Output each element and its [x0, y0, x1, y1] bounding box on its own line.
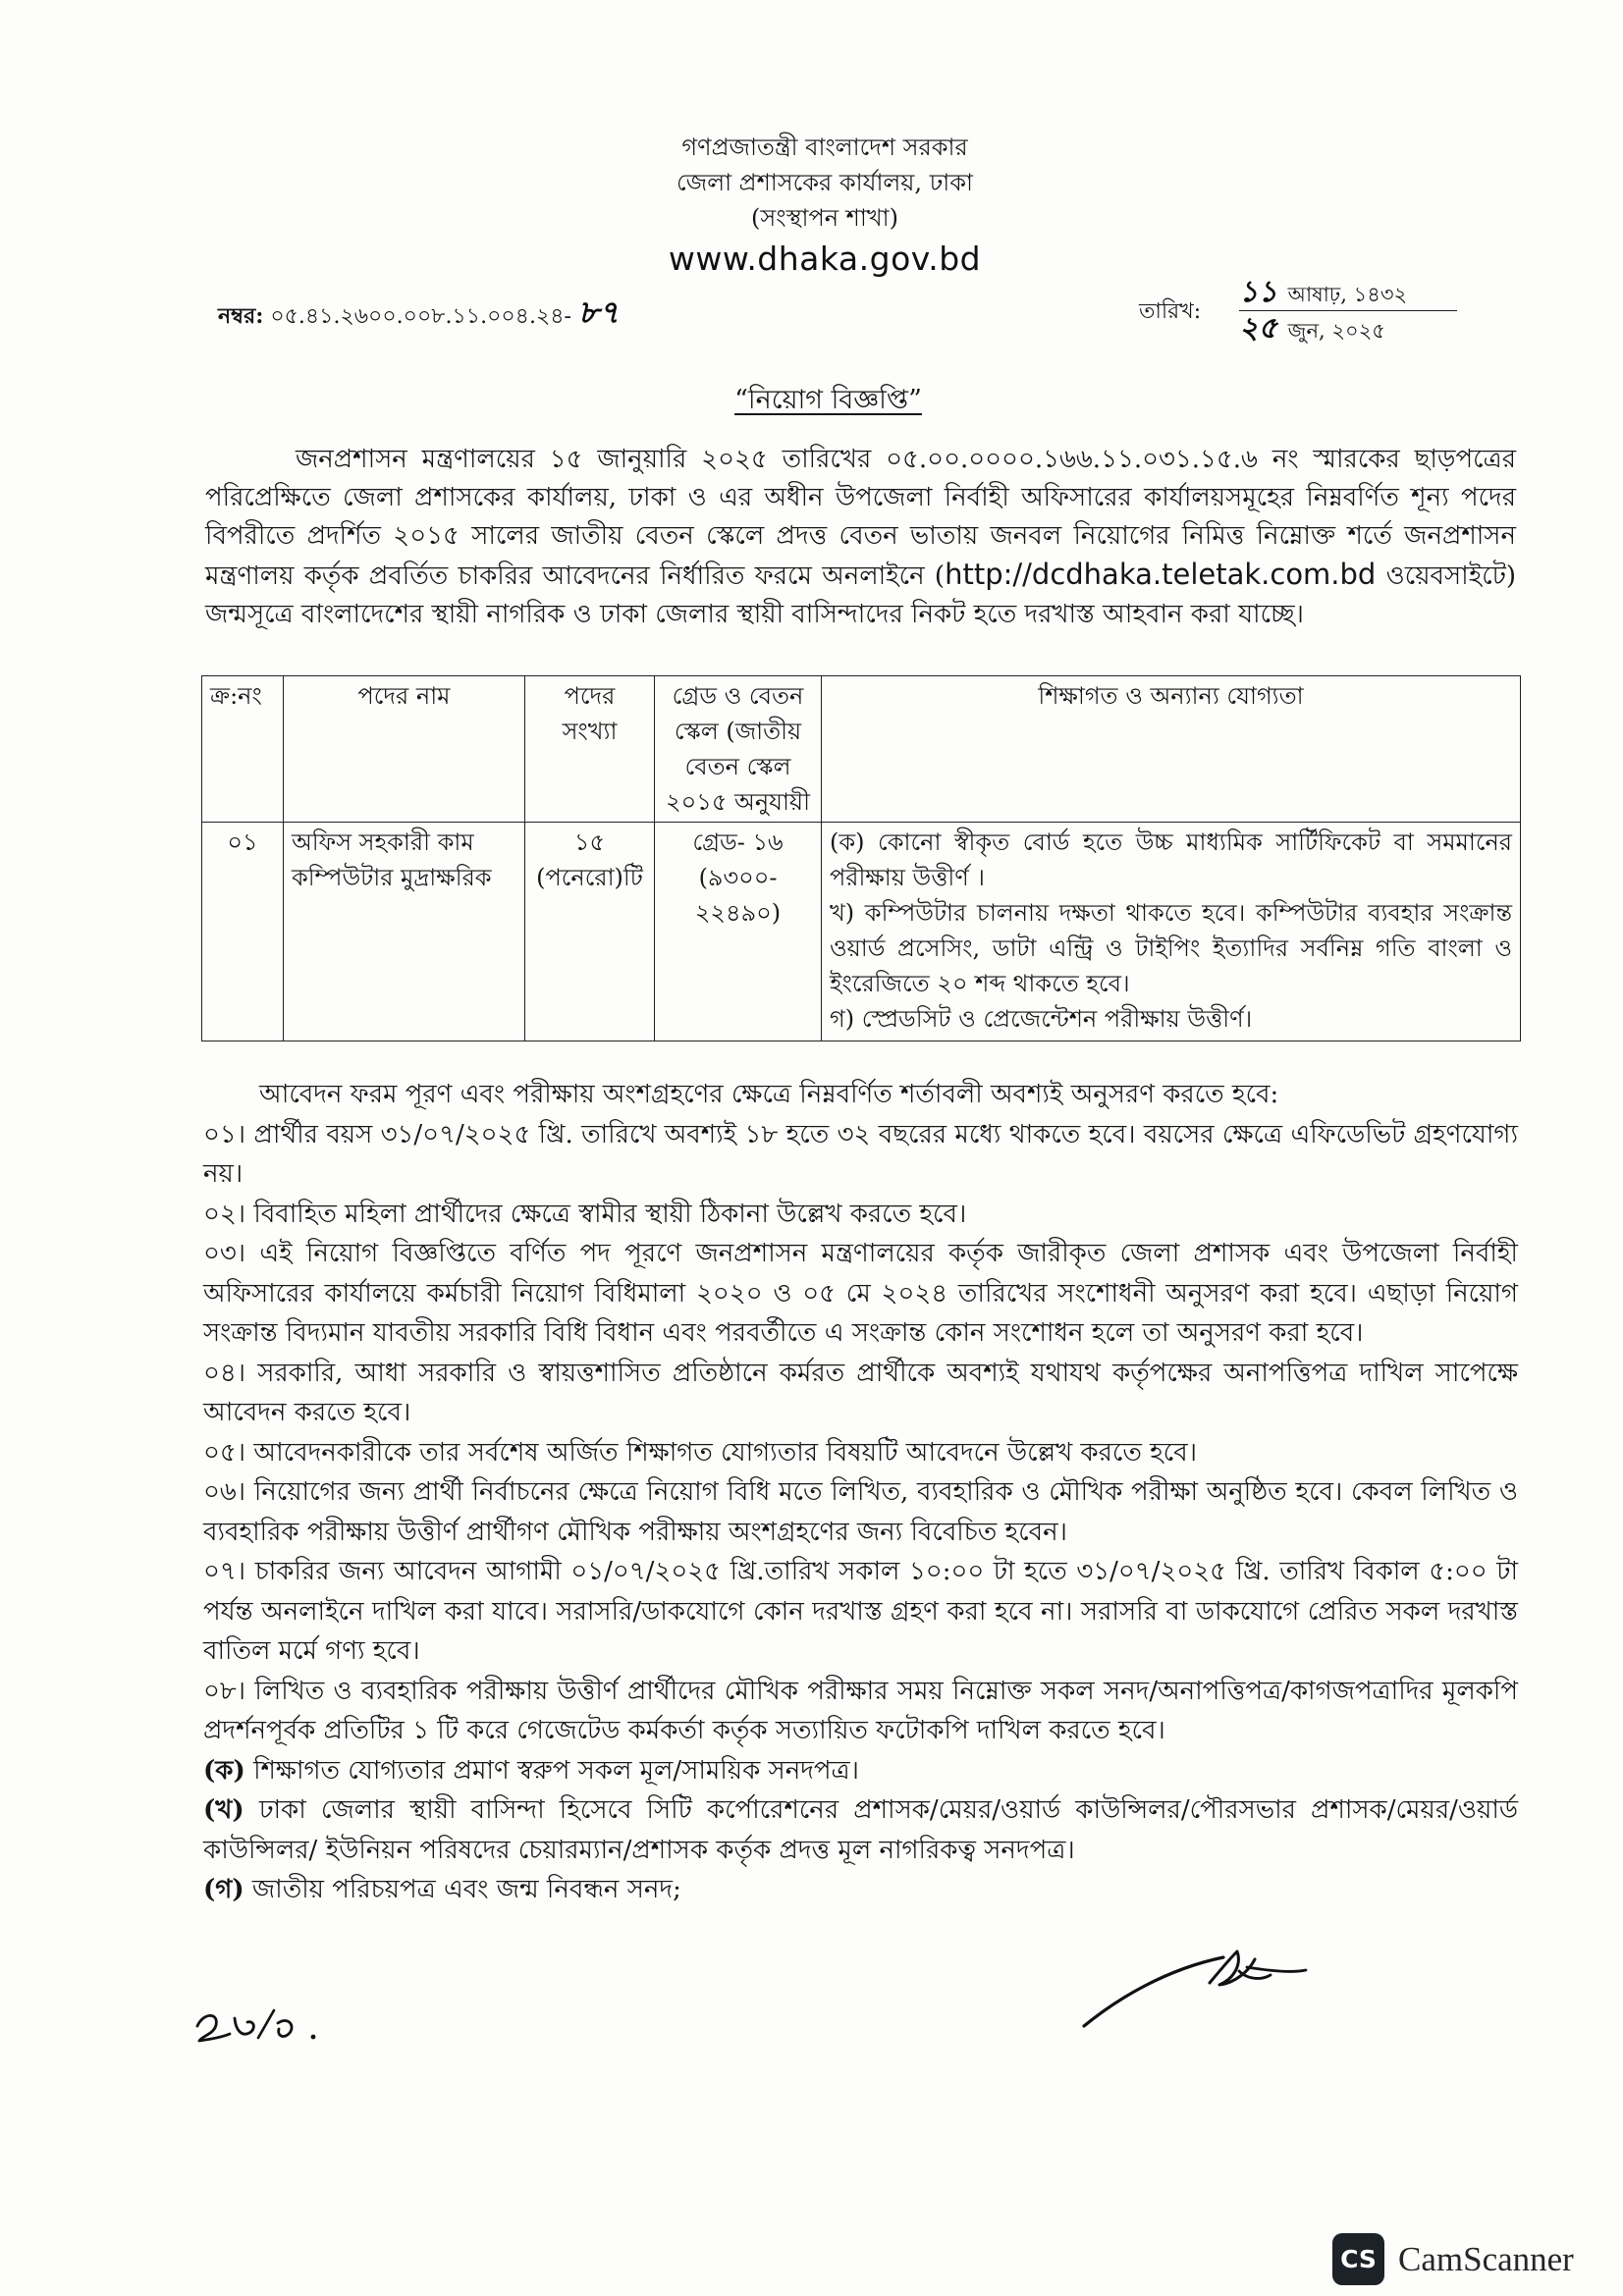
- gregorian-date-month-year: জুন, ২০২৫: [1287, 319, 1385, 343]
- signature-area: [201, 1910, 1520, 2048]
- circular-title-text: “নিয়োগ বিজ্ঞপ্তি”: [734, 385, 922, 415]
- document-label: (ক): [203, 1755, 245, 1786]
- condition-number: ০৬।: [203, 1477, 246, 1507]
- condition-number: ০২।: [203, 1199, 246, 1229]
- camscanner-watermark: CamScanner: [1398, 2240, 1574, 2278]
- date-label: তারিখ:: [1139, 299, 1202, 324]
- table-header-row: [202, 676, 1521, 823]
- condition-text: এই নিয়োগ বিজ্ঞপ্তিতে বর্ণিত পদ পূরণে জনপ্রশাসন মন্ত্রণালয়ের কর্তৃক জারীকৃত জেলা প্রশাসক এবং উপজেলা নির্বাহী অফিসারের কার্যালয়ে কর্মচারী নিয়োগ বিধিমালা ২০২০ ও ০৫ মে ২০২৪ তারিখের সংশোধনী অনুসরণ করা হবে। এছাড়া নিয়োগ সংক্রান্ত বিদ্যমান যাবতীয় সরকারি বিধি বিধান এবং পরবর্তীতে এ সংক্রান্ত কোন সংশোধন হলে তা অনুসরণ করা হবে।: [203, 1239, 1518, 1348]
- document-text: জাতীয় পরিচয়পত্র এবং জন্ম নিবন্ধন সনদ;: [251, 1875, 681, 1904]
- condition-text: সরকারি, আধা সরকারি ও স্বায়ত্তশাসিত প্রতিষ্ঠানে কর্মরত প্রার্থীকে অবশ্যই যথাযথ কর্তৃপক্ষের অনাপত্তিপত্র দাখিল সাপেক্ষে আবেদন করতে হবে।: [203, 1358, 1519, 1427]
- gregorian-date: [1239, 311, 1457, 347]
- condition-number: ০৫।: [203, 1437, 246, 1468]
- document-item: [201, 1790, 1520, 1870]
- post-count-words: (পনেরো)টি: [536, 864, 643, 891]
- pay-scale-value: (৯৩০০- ২২৪৯০): [694, 864, 782, 927]
- intro-paragraph: [201, 441, 1520, 634]
- condition-text: চাকরির জন্য আবেদন আগামী ০১/০৭/২০২৫ খ্রি.তারিখ সকাল ১০:০০ টা হতে ৩১/০৭/২০২৫ খ্রি. তারিখ বিকাল ৫:০০ টা পর্যন্ত অনলাইনে দাখিল করা যাবে। সরাসরি/ডাকযোগে কোন দরখাস্ত গ্রহণ করা হবে না। সরাসরি বা ডাকযোগে প্রেরিত সকল দরখাস্ত বাতিল মর্মে গণ্য হবে।: [203, 1557, 1518, 1666]
- intro-text-before-url: জনপ্রশাসন মন্ত্রণালয়ের ১৫ জানুয়ারি ২০২৫ তারিখের ০৫.০০.০০০০.১৬৬.১১.০৩১.১৫.৬ নং স্মারকের ছাড়পত্রের পরিপ্রেক্ষিতে জেলা প্রশাসকের কার্যালয়, ঢাকা ও এর অধীন উপজেলা নির্বাহী অফিসারের কার্যালয়সমূহের নিম্নবর্ণিত শূন্য পদের বিপরীতে প্রদর্শিত ২০১৫ সালের জাতীয় বেতন স্কেলে প্রদত্ত বেতন ভাতায় জনবল নিয়োগের নিমিত্ত নিম্নোক্ত শর্তে জনপ্রশাসন মন্ত্রণালয় কর্তৃক প্রবর্তিত চাকরির আবেদনের নির্ধারিত ফরমে অনলাইনে (: [205, 445, 1516, 591]
- document-label: (গ): [203, 1875, 244, 1904]
- letterhead: [550, 130, 1100, 281]
- document-text: শিক্ষাগত যোগ্যতার প্রমাণ স্বরুপ সকল মূল/সাময়িক সনদপত্র।: [253, 1755, 859, 1786]
- condition-item: [201, 1195, 1520, 1235]
- memo-label: নম্বর:: [218, 303, 264, 329]
- condition-item: [201, 1115, 1520, 1195]
- conditions-lead: আবেদন ফরম পূরণ এবং পরীক্ষায় অংশগ্রহণের ক্ষেত্রে নিম্নবর্ণিত শর্তাবলী অবশ্যই অনুসরণ করতে হবে:: [259, 1080, 1279, 1109]
- header-grade-scale: গ্রেড ও বেতন স্কেল (জাতীয় বেতন স্কেল ২০১৫ অনুযায়ী: [655, 676, 822, 823]
- condition-number: ০৩।: [203, 1239, 246, 1268]
- header-post-name: পদের নাম: [284, 676, 525, 823]
- circular-body: [201, 383, 1520, 2048]
- bangla-date-day: ১১: [1239, 275, 1277, 309]
- initials-icon: [189, 1997, 327, 2046]
- condition-item: [201, 1472, 1520, 1552]
- date-block: [1239, 275, 1457, 347]
- vacancy-table: [201, 675, 1521, 1041]
- cell-grade-scale: [655, 823, 822, 1041]
- header-post-count: পদের সংখ্যা: [525, 676, 655, 823]
- header-qualification: শিক্ষাগত ও অন্যান্য যোগ্যতা: [822, 676, 1521, 823]
- condition-number: ০৮।: [203, 1676, 246, 1706]
- office-website: www.dhaka.gov.bd: [668, 240, 982, 278]
- signature-icon: [1070, 1940, 1316, 2038]
- government-name: গণপ্রজাতন্ত্রী বাংলাদেশ সরকার: [681, 133, 968, 161]
- condition-number: ০৭।: [203, 1557, 246, 1586]
- office-name: জেলা প্রশাসকের কার্যালয়, ঢাকা: [676, 169, 973, 196]
- condition-text: নিয়োগের জন্য প্রার্থী নির্বাচনের ক্ষেত্রে নিয়োগ বিধি মতে লিখিত, ব্যবহারিক ও মৌখিক পরীক্ষা অনুষ্ঠিত হবে। কেবল লিখিত ও ব্যবহারিক পরীক্ষায় উত্তীর্ণ প্রার্থীগণ মৌখিক পরীক্ষায় অংশগ্রহণের জন্য বিবেচিত হবেন।: [203, 1477, 1518, 1547]
- grade-value: গ্রেড- ১৬: [692, 828, 784, 856]
- condition-text: প্রার্থীর বয়স ৩১/০৭/২০২৫ খ্রি. তারিখে অবশ্যই ১৮ হতে ৩২ বছরের মধ্যে থাকতে হবে। বয়সের ক্ষেত্রে এফিডেভিট গ্রহণযোগ্য নয়।: [203, 1119, 1518, 1189]
- bangla-date-month-year: আষাঢ়, ১৪৩২: [1287, 283, 1408, 306]
- condition-item: [201, 1552, 1520, 1672]
- cell-post-name: অফিস সহকারী কাম কম্পিউটার মুদ্রাক্ষরিক: [284, 823, 525, 1041]
- memo-number-value: ০৫.৪১.২৬০০.০০৮.১১.০০৪.২৪-: [270, 304, 571, 329]
- cell-qualification: [822, 823, 1521, 1041]
- circular-title: [201, 383, 1520, 418]
- memo-number: [218, 294, 620, 335]
- condition-number: ০৪।: [203, 1358, 246, 1388]
- intro-text-after-url: ওয়েবসাইটে) জন্মসূত্রে বাংলাদেশের স্থায়ী নাগরিক ও ঢাকা জেলার স্থায়ী বাসিন্দাদের নিকট হতে দরখাস্ত আহবান করা যাচ্ছে।: [205, 561, 1517, 629]
- table-row: [202, 823, 1521, 1041]
- gregorian-date-day: ২৫: [1239, 311, 1277, 346]
- document-label: (খ): [203, 1795, 244, 1825]
- post-count-number: ১৫: [573, 828, 606, 856]
- condition-item: [201, 1234, 1520, 1354]
- document-item: [201, 1870, 1520, 1910]
- application-url: http://dcdhaka.teletak.com.bd: [945, 558, 1377, 591]
- condition-text: আবেদনকারীকে তার সর্বশেষ অর্জিত শিক্ষাগত যোগ্যতার বিষয়টি আবেদনে উল্লেখ করতে হবে।: [253, 1437, 1198, 1468]
- condition-item: [201, 1433, 1520, 1473]
- bangla-date: [1239, 275, 1457, 311]
- memo-serial-handwritten: ৮৭: [577, 294, 620, 331]
- condition-number: ০১।: [203, 1119, 246, 1149]
- condition-item: [201, 1354, 1520, 1433]
- condition-item: [201, 1672, 1520, 1751]
- document-text: ঢাকা জেলার স্থায়ী বাসিন্দা হিসেবে সিটি কর্পোরেশনের প্রশাসক/মেয়র/ওয়ার্ড কাউন্সিলর/পৌরসভার প্রশাসক/মেয়র/ওয়ার্ড কাউন্সিলর/ ইউনিয়ন পরিষদের চেয়ারম্যান/প্রশাসক কর্তৃক প্রদত্ত মূল নাগরিকত্ব সনদপত্র।: [203, 1795, 1519, 1865]
- cell-serial: ০১: [202, 823, 284, 1041]
- cell-post-count: [525, 823, 655, 1041]
- camscanner-logo-icon: CS: [1332, 2233, 1384, 2285]
- condition-text: বিবাহিত মহিলা প্রার্থীদের ক্ষেত্রে স্বামীর স্থায়ী ঠিকানা উল্লেখ করতে হবে।: [253, 1199, 967, 1229]
- qualification-item: খ) কম্পিউটার চালনায় দক্ষতা থাকতে হবে। কম্পিউটার ব্যবহার সংক্রান্ত ওয়ার্ড প্রসেসিং, ডাটা এন্ট্রি ও টাইপিং ইত্যাদির সর্বনিম্ন গতি বাংলা ও ইংরেজিতে ২০ শব্দ থাকতে হবে।: [830, 899, 1512, 997]
- conditions: [201, 1075, 1520, 1910]
- condition-text: লিখিত ও ব্যবহারিক পরীক্ষায় উত্তীর্ণ প্রার্থীদের মৌখিক পরীক্ষার সময় নিম্নোক্ত সকল সনদ/অনাপত্তিপত্র/কাগজপত্রাদির মূলকপি প্রদর্শনপূর্বক প্রতিটির ১ টি করে গেজেটেড কর্মকর্তা কর্তৃক সত্যায়িত ফটোকপি দাখিল করতে হবে।: [203, 1676, 1518, 1745]
- header-serial: ক্র:নং: [202, 676, 284, 823]
- qualification-item: (ক) কোনো স্বীকৃত বোর্ড হতে উচ্চ মাধ্যমিক সার্টিফিকেট বা সমমানের পরীক্ষায় উত্তীর্ণ ।: [830, 828, 1512, 891]
- qualification-item: গ) স্প্রেডসিট ও প্রেজেন্টেশন পরীক্ষায় উত্তীর্ণ।: [830, 1005, 1253, 1033]
- branch-name: (সংস্থাপন শাখা): [751, 204, 898, 232]
- document-item: [201, 1751, 1520, 1791]
